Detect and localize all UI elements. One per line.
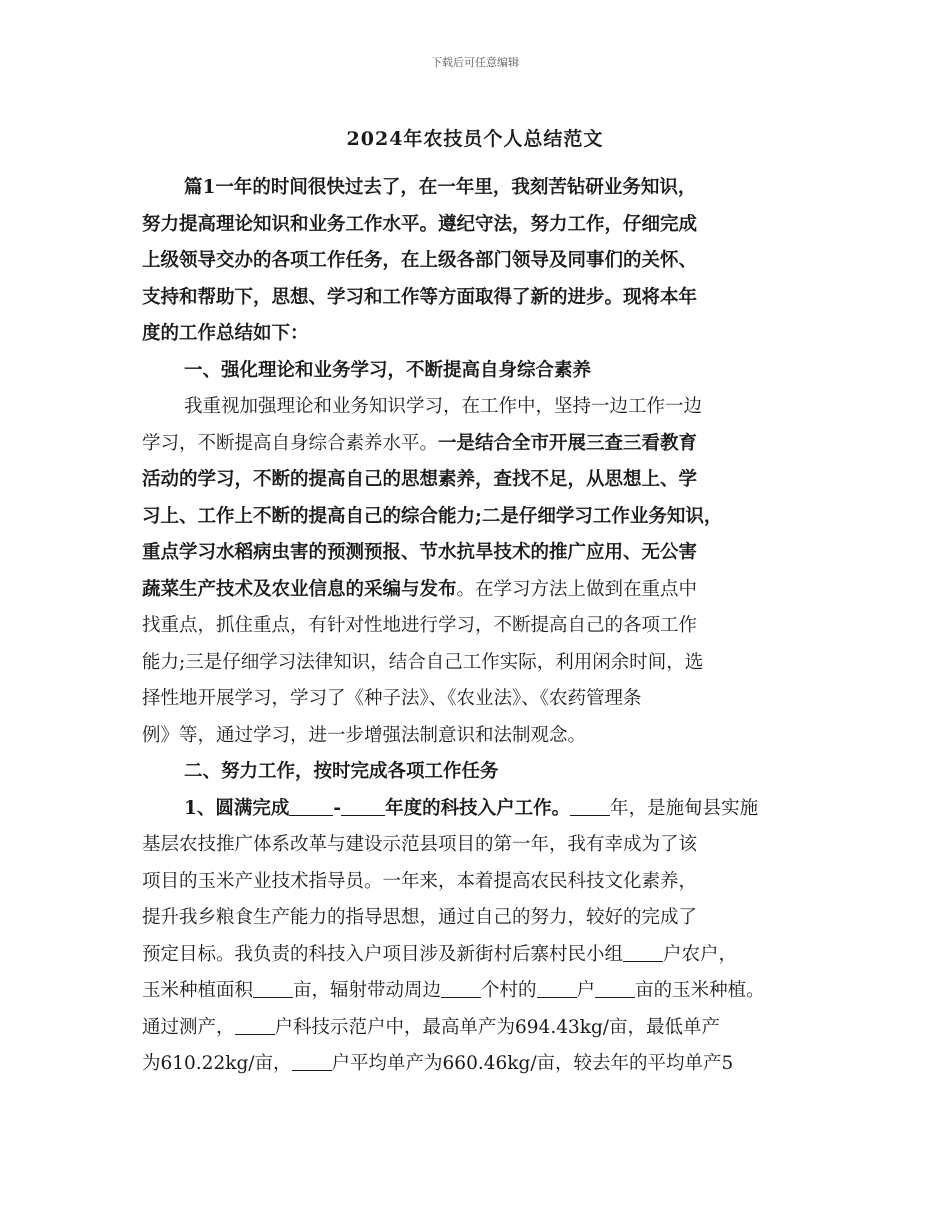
text-line: 项目的玉米产业技术指导员。一年来，本着提高农民科技文化素养， — [142, 870, 698, 892]
text-run: 。在学习方法上做到在重点中 — [456, 578, 698, 600]
fill-blank — [441, 979, 481, 999]
text-run-bold: 蔬菜生产技术及农业信息的采编与发布 — [142, 578, 457, 600]
text-line: 择性地开展学习，学习了《种子法》、《农业法》、《农药管理条 — [142, 688, 642, 709]
fill-blank — [623, 942, 663, 962]
text-line: 篇1一年的时间很快过去了，在一年里，我刻苦钻研业务知识， — [184, 177, 697, 198]
text-run: 年，是施甸县实施 — [610, 797, 759, 819]
document-body — [142, 170, 822, 1083]
text-line: 度的工作总结如下： — [142, 323, 309, 344]
text-line: 基层农技推广体系改革与建设示范县项目的第一年，我有幸成为了该 — [142, 834, 698, 855]
text-run-bold: 1、圆满完成 — [184, 797, 290, 819]
fill-blank — [253, 979, 293, 999]
text-line: 能力;三是仔细学习法律知识，结合自己工作实际，利用闲余时间，选 — [142, 651, 704, 673]
text-run: 亩的玉米种植。 — [635, 980, 765, 1001]
page-header-note: 下载后可任意编辑 — [431, 56, 519, 69]
text-line — [142, 426, 822, 463]
text-line — [142, 1046, 822, 1083]
text-run: 预定目标。我负责的科技入户项目涉及新街村后寨村民小组 — [142, 943, 624, 965]
text-line: 习上、工作上不断的提高自己的综合能力;二是仔细学习工作业务知识， — [142, 505, 723, 527]
text-run: 学习，不断提高自身综合素养水平。 — [142, 432, 439, 454]
text-line: 努力提高理论知识和业务工作水平。遵纪守法，努力工作，仔细完成 — [142, 213, 698, 235]
text-run: 户科技示范户中，最高单产为694.43kg/亩，最低单产 — [274, 1016, 721, 1038]
text-line — [142, 1010, 822, 1047]
text-line: 我重视加强理论和业务知识学习，在工作中，坚持一边工作一边 — [184, 396, 703, 417]
text-run-bold: 一是结合全市开展三查三看教育 — [438, 432, 698, 454]
text-line — [142, 572, 822, 609]
text-run: 玉米种植面积 — [142, 980, 254, 1001]
text-line: 上级领导交办的各项工作任务，在上级各部门领导及同事们的关怀、 — [142, 250, 698, 271]
text-run: 户平均单产为660.46kg/亩，较去年的平均单产5 — [331, 1053, 734, 1074]
text-run: 通过测产， — [142, 1016, 235, 1038]
fill-blank — [292, 1052, 332, 1072]
text-line: 活动的学习，不断的提高自己的思想素养，查找不足，从思想上、学 — [142, 469, 698, 490]
text-line — [142, 791, 822, 828]
fill-blank — [595, 979, 635, 999]
section-heading: 二、努力工作，按时完成各项工作任务 — [184, 761, 499, 782]
fill-blank — [289, 796, 333, 816]
text-run: 亩，辐射带动周边 — [293, 980, 442, 1001]
text-run: 个村的 — [481, 980, 537, 1001]
text-line — [142, 937, 822, 974]
fill-blank — [341, 796, 385, 816]
text-run: 为610.22kg/亩， — [142, 1053, 292, 1074]
text-line: 找重点，抓住重点，有针对性地进行学习，不断提高自己的各项工作 — [142, 615, 698, 636]
text-line: 例》等，通过学习，进一步增强法制意识和法制观念。 — [142, 724, 587, 746]
fill-blank — [537, 979, 577, 999]
fill-blank — [235, 1015, 275, 1035]
section-heading: 一、强化理论和业务学习，不断提高自身综合素养 — [184, 359, 592, 381]
text-run: 户 — [576, 980, 596, 1001]
text-line: 提升我乡粮食生产能力的指导思想，通过自己的努力，较好的完成了 — [142, 907, 698, 928]
fill-blank — [570, 796, 610, 816]
text-run-bold: - — [333, 797, 342, 819]
text-line — [142, 973, 822, 1010]
text-run: 户农户， — [663, 943, 738, 965]
text-line: 重点学习水稻病虫害的预测预报、节水抗旱技术的推广应用、无公害 — [142, 542, 698, 563]
document-title: 2024年农技员个人总结范文 — [346, 128, 604, 150]
text-line: 支持和帮助下，思想、学习和工作等方面取得了新的进步。现将本年 — [142, 286, 698, 308]
text-run-bold: 年度的科技入户工作。 — [385, 797, 571, 819]
